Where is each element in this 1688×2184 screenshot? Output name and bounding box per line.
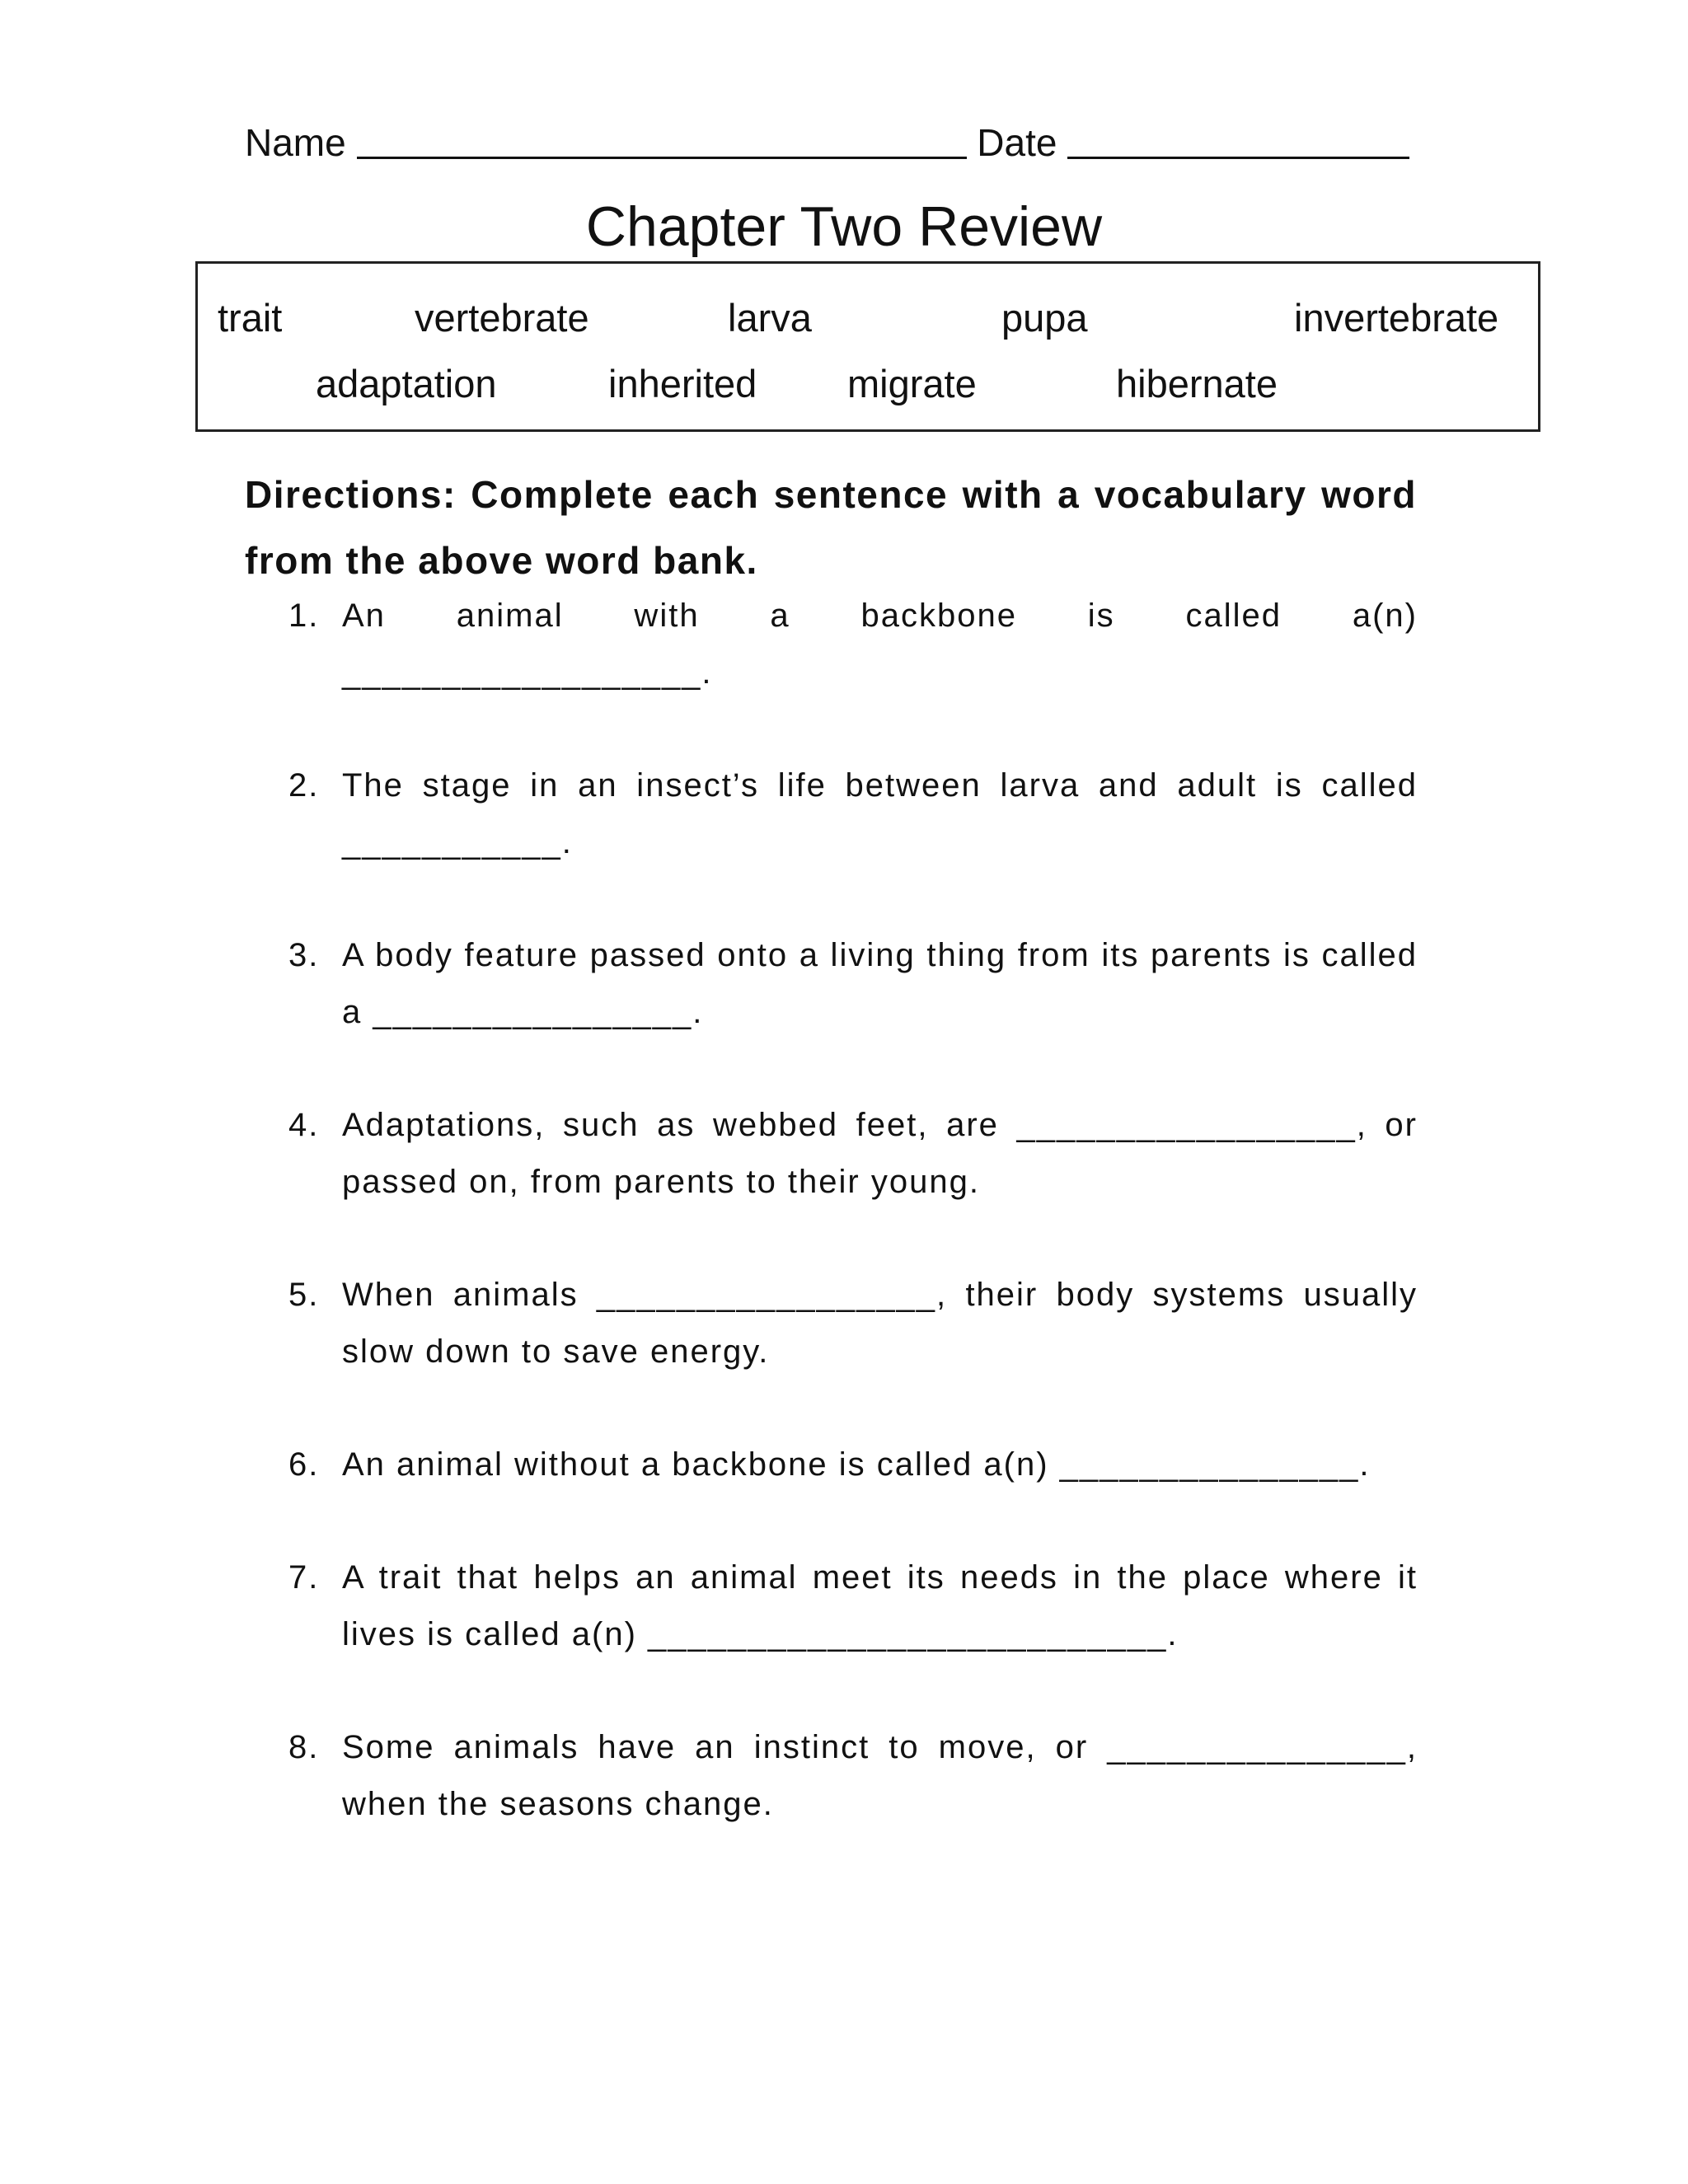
question-item: [288, 1097, 1418, 1211]
question-text: Adaptations, such as webbed feet, are _________________, or passed on, from parents to their young.: [342, 1107, 1418, 1200]
word-bank: [195, 261, 1540, 432]
question-list: [288, 588, 1418, 1889]
page-title: Chapter Two Review: [585, 195, 1103, 258]
question-item: [288, 1549, 1418, 1663]
name-field[interactable]: [357, 115, 967, 159]
question-number: 6.: [288, 1446, 320, 1483]
word-bank-item: inherited: [608, 362, 757, 405]
question-item: [288, 927, 1418, 1041]
date-label: Date: [977, 121, 1057, 164]
question-text: When animals _________________, their body systems usually slow down to save energy.: [342, 1277, 1418, 1370]
question-text: An animal with a backbone is called a(n) __________________.: [342, 598, 1418, 691]
word-bank-item: larva: [728, 296, 812, 340]
question-number: 3.: [288, 937, 320, 973]
word-bank-item: vertebrate: [415, 296, 589, 340]
word-bank-item: invertebrate: [1294, 296, 1499, 340]
name-date-line: [245, 115, 1423, 168]
word-bank-item: adaptation: [316, 362, 497, 405]
question-text: A trait that helps an animal meet its needs in the place where it lives is called a(n) __________________________.: [342, 1559, 1418, 1652]
question-text: An animal without a backbone is called a(n) _______________.: [342, 1446, 1371, 1483]
question-item: [288, 757, 1418, 871]
word-bank-item: hibernate: [1116, 362, 1278, 405]
question-item: [288, 1436, 1418, 1493]
question-number: 7.: [288, 1559, 320, 1596]
word-bank-item: trait: [218, 296, 283, 340]
question-text: Some animals have an instinct to move, or _______________, when the seasons change.: [342, 1729, 1418, 1822]
question-number: 5.: [288, 1277, 320, 1313]
word-bank-item: migrate: [847, 362, 977, 405]
question-text: The stage in an insect’s life between larva and adult is called ___________.: [342, 767, 1418, 860]
question-item: [288, 588, 1418, 701]
word-bank-item: pupa: [1001, 296, 1088, 340]
directions-text: Directions: Complete each sentence with a vocabulary word from the above word bank.: [245, 473, 1417, 582]
question-number: 4.: [288, 1107, 320, 1143]
question-number: 8.: [288, 1729, 320, 1765]
question-item: [288, 1267, 1418, 1380]
question-number: 1.: [288, 598, 320, 634]
question-text: A body feature passed onto a living thing from its parents is called a ________________.: [342, 937, 1418, 1030]
question-item: [288, 1719, 1418, 1833]
name-label: Name: [245, 121, 346, 164]
date-field[interactable]: [1067, 115, 1409, 159]
question-number: 2.: [288, 767, 320, 804]
